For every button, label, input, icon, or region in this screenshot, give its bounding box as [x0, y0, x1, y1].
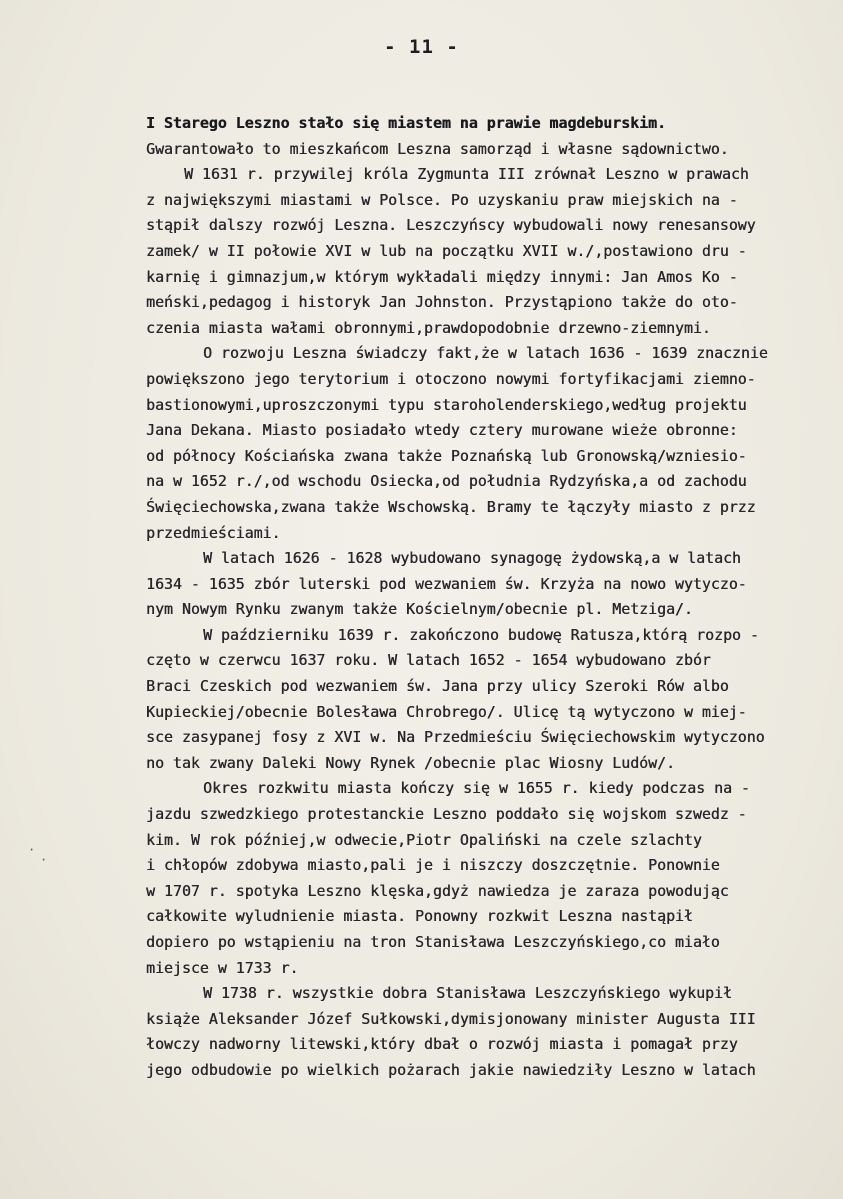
text-line: W 1738 r. wszystkie dobra Stanisława Leszczyńskiego wykupił [203, 984, 732, 1003]
text-line: Jana Dekana. Miasto posiadało wtedy cztery murowane wieże obronne: [146, 421, 738, 440]
text-line: Święciechowska,zwana także Wschowską. Bramy te łączyły miasto z przz [146, 497, 756, 516]
page-number: - 11 - [384, 36, 459, 58]
text-line: na w 1652 r./,od wschodu Osiecka,od południa Rydzyńska,a od zachodu [146, 472, 747, 491]
text-line: jazdu szwedzkiego protestanckie Leszno poddało się wojskom szwedz - [146, 805, 747, 824]
text-line: łowczy nadworny litewski,który dbał o rozwój miasta i pomagał przy [146, 1035, 738, 1054]
text-line: od północy Kościańska zwana także Poznańską lub Gronowską/wzniesio- [146, 446, 747, 465]
text-line: nym Nowym Rynku zwanym także Kościelnym/obecnie pl. Metziga/. [146, 600, 693, 619]
text-line: karnię i gimnazjum,w którym wykładali między innymi: Jan Amos Ko - [146, 267, 738, 286]
text-line: Kupieckiej/obecnie Bolesława Chrobrego/. Ulicę tą wytyczono w miej- [146, 702, 747, 721]
body-text [146, 111, 843, 1084]
text-line: W październiku 1639 r. zakończono budowę Ratusza,którą rozpo - [203, 625, 759, 644]
text-line: 1634 - 1635 zbór luterski pod wezwaniem św. Krzyża na nowo wytyczo- [146, 574, 747, 593]
text-line: Gwarantowało to mieszkańcom Leszna samorząd i własne sądownictwo. [146, 139, 729, 158]
text-line: Okres rozkwitu miasta kończy się w 1655 r. kiedy podczas na - [203, 779, 750, 798]
text-line: z największymi miastami w Polsce. Po uzyskaniu praw miejskich na - [146, 190, 738, 209]
text-line: Braci Czeskich pod wezwaniem św. Jana przy ulicy Szeroki Rów albo [146, 677, 729, 696]
text-line: no tak zwany Daleki Nowy Rynek /obecnie plac Wiosny Ludów/. [146, 753, 675, 772]
margin-speck: · [28, 843, 36, 857]
text-line: I Starego Leszno stało się miastem na prawie magdeburskim. [146, 114, 666, 132]
text-line: kim. W rok później,w odwecie,Piotr Opaliński na czele szlachty [146, 830, 702, 849]
text-line: jego odbudowie po wielkich pożarach jakie nawiedziły Leszno w latach [146, 1060, 756, 1079]
text-line: w 1707 r. spotyka Leszno klęska,gdyż nawiedza je zaraza powodując [146, 881, 729, 900]
text-line: W 1631 r. przywilej króla Zygmunta III zrównał Leszno w prawach [184, 165, 749, 184]
text-line: dopiero po wstąpieniu na tron Stanisława Leszczyńskiego,co miało [146, 933, 720, 951]
text-line: miejsce w 1733 r. [146, 958, 299, 977]
text-line: częto w czerwcu 1637 roku. W latach 1652 - 1654 wybudowano zbór [146, 651, 711, 670]
text-line: i chłopów zdobywa miasto,pali je i niszczy doszczętnie. Ponownie [146, 856, 720, 875]
text-line: powiększono jego terytorium i otoczono nowymi fortyfikacjami ziemno- [146, 369, 756, 388]
text-line: O rozwoju Leszna świadczy fakt,że w latach 1636 - 1639 znacznie [203, 344, 768, 363]
text-line: zamek/ w II połowie XVI w lub na początku XVII w./,postawiono dru - [146, 241, 747, 260]
margin-speck: · [40, 853, 48, 867]
text-line: przedmieściami. [146, 523, 281, 542]
text-line: całkowite wyludnienie miasta. Ponowny rozkwit Leszna nastąpił [146, 907, 693, 926]
text-line: W latach 1626 - 1628 wybudowano synagogę żydowską,a w latach [203, 549, 741, 568]
text-line: meński,pedagog i historyk Jan Johnston. Przystąpiono także do oto- [146, 293, 738, 312]
text-line: stąpił dalszy rozwój Leszna. Leszczyńscy wybudowali nowy renesansowy [146, 216, 756, 235]
text-line: czenia miasta wałami obronnymi,prawdopodobnie drzewno-ziemnymi. [146, 318, 711, 337]
text-line: książe Aleksander Józef Sułkowski,dymisjonowany minister Augusta III [146, 1009, 756, 1028]
text-line: sce zasypanej fosy z XVI w. Na Przedmieściu Święciechowskim wytyczono [146, 728, 765, 747]
text-line: bastionowymi,uproszczonymi typu staroholenderskiego,według projektu [146, 395, 747, 414]
